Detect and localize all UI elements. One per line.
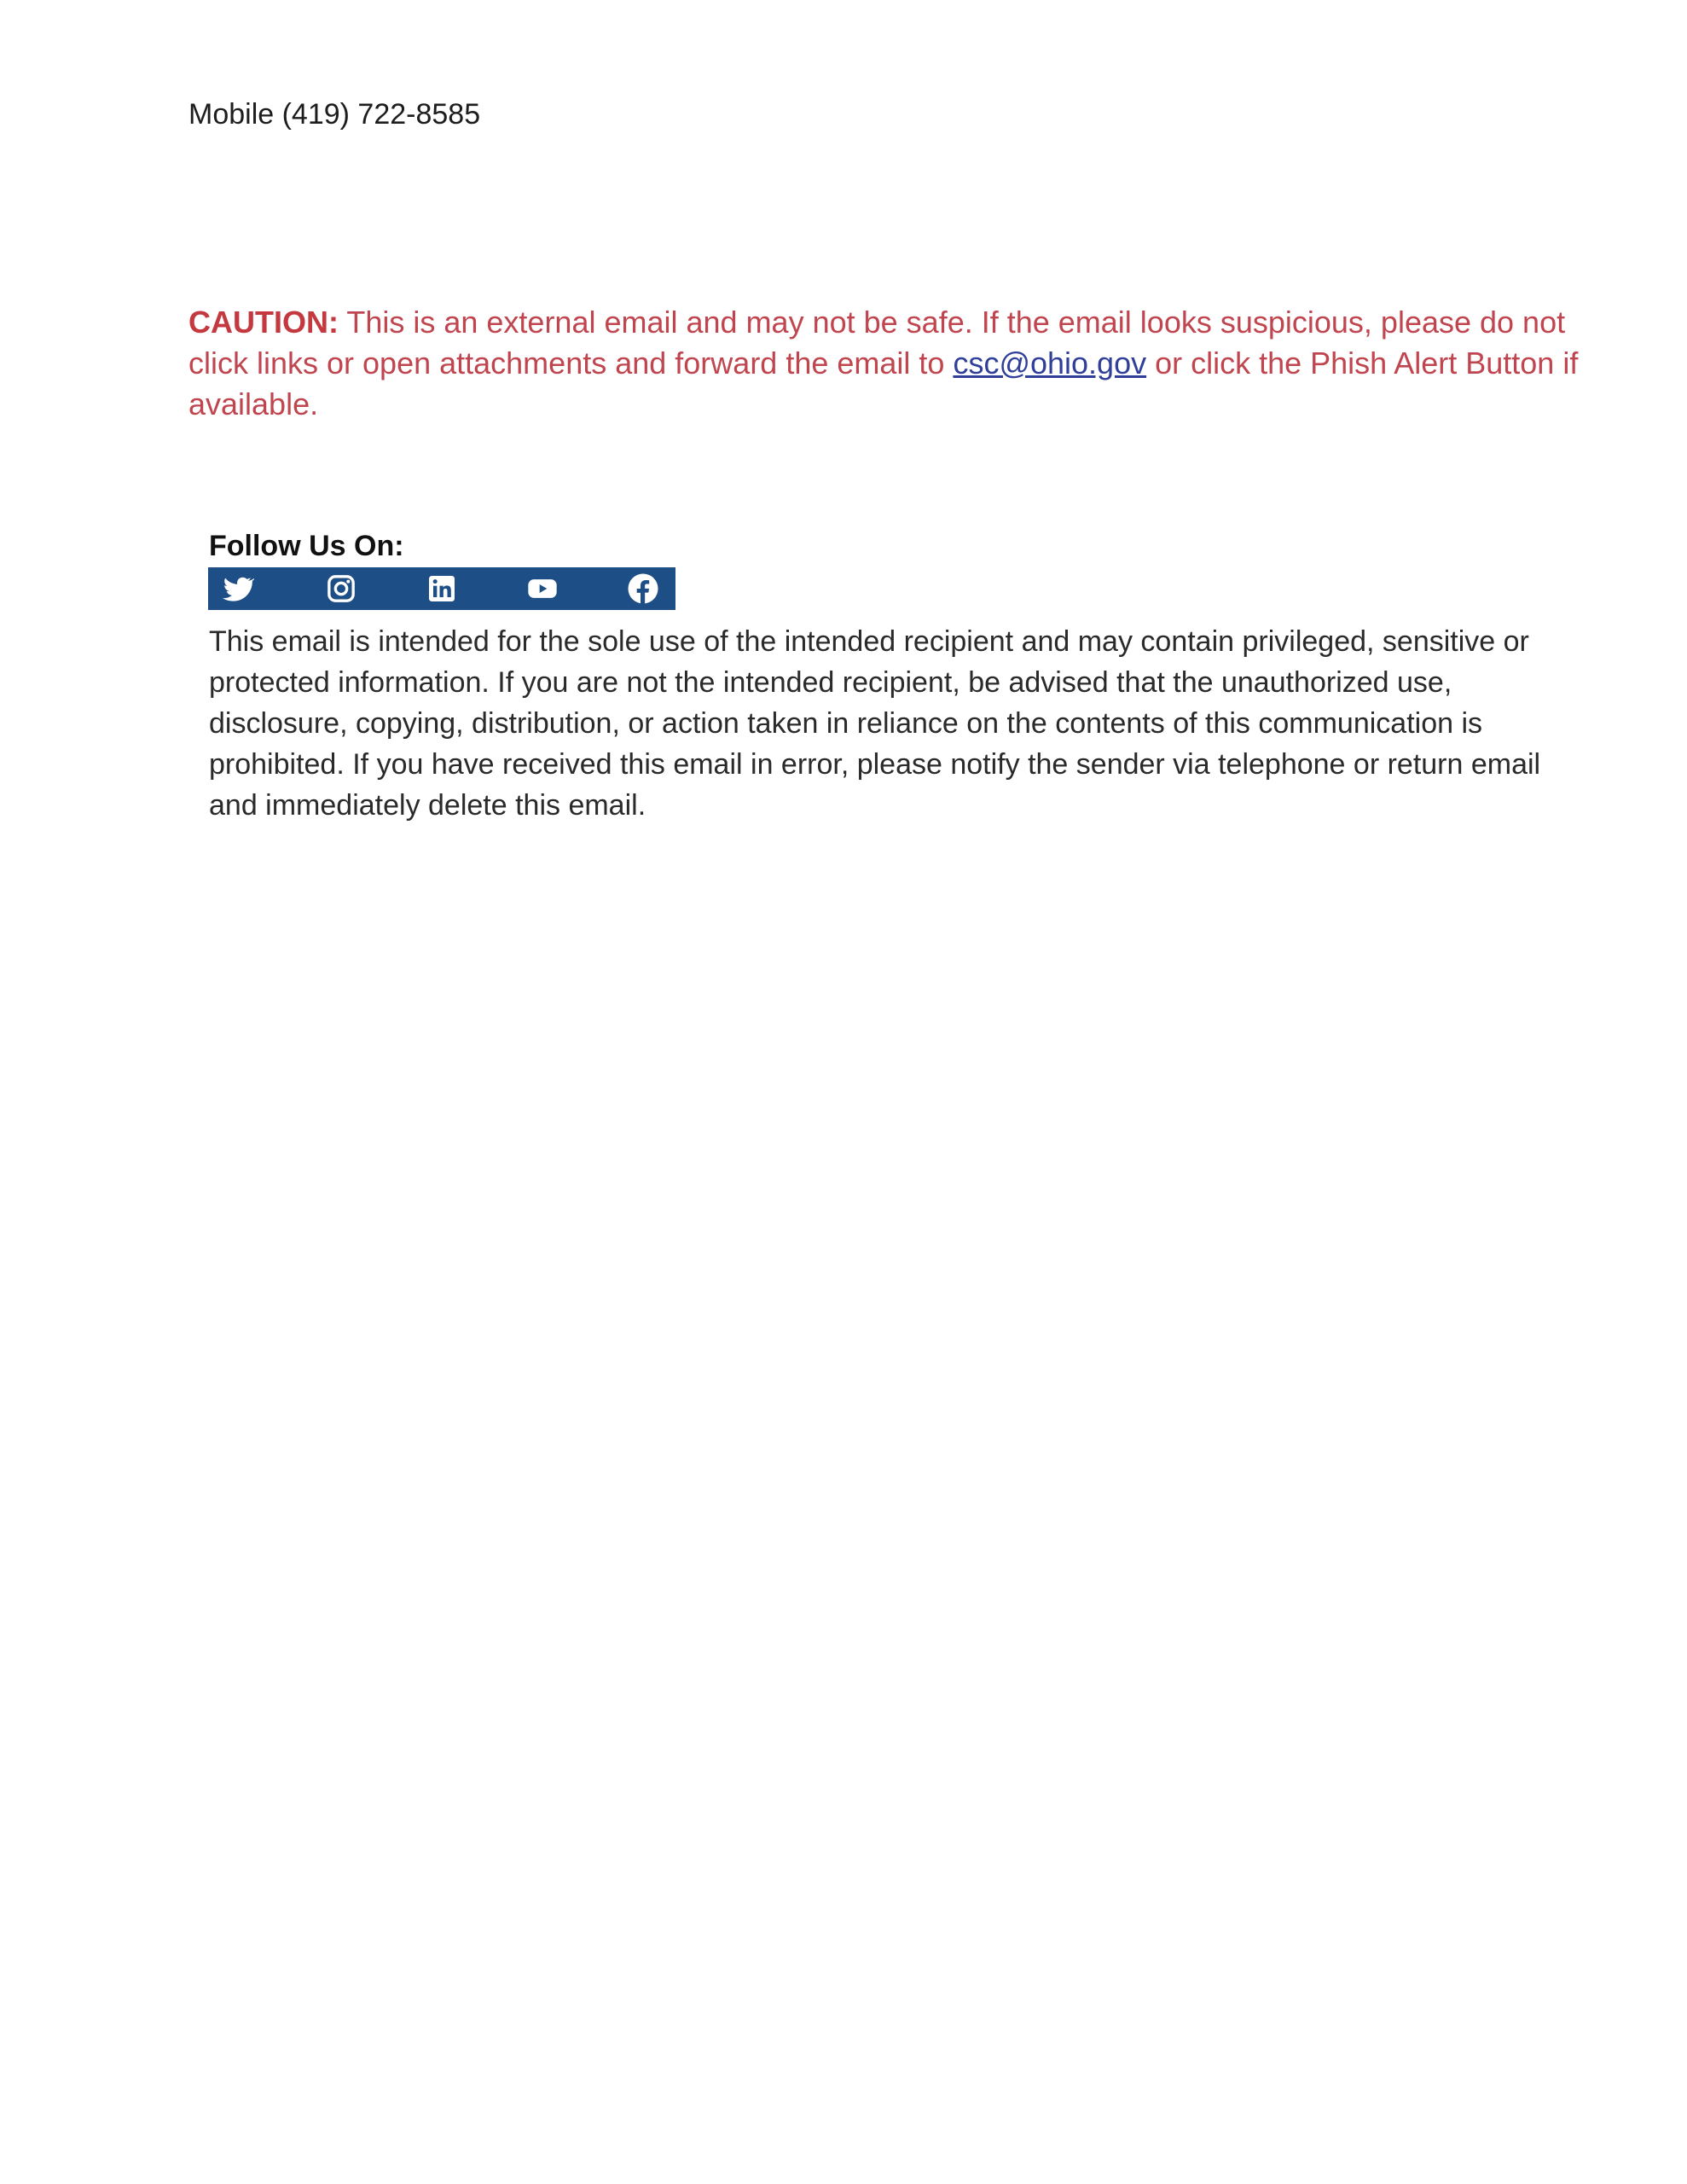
csc-email-link[interactable]: csc@ohio.gov	[953, 346, 1147, 380]
confidentiality-disclaimer: This email is intended for the sole use of the intended recipient and may contain privileged, sensitive or protected information. If you are not the intended recipient, be advised that the unauthorized use, disclosure, copying, distribution, or action taken in reliance on the contents of this communication is prohibited. If you have received this email in error, please notify the sender via telephone or return email and immediately delete this email.	[209, 625, 1541, 822]
mobile-phone-line: Mobile (419) 722-8585	[188, 98, 481, 131]
facebook-icon[interactable]	[626, 572, 660, 606]
caution-text-before-link: This is an external email and may not be safe. If the email looks suspicious, please do not click links or open attachments and forward the email to	[188, 305, 1566, 380]
twitter-icon[interactable]	[220, 572, 254, 606]
youtube-icon[interactable]	[525, 572, 559, 606]
caution-notice	[188, 302, 1587, 425]
linkedin-icon[interactable]	[425, 572, 459, 606]
follow-us-heading: Follow Us On:	[209, 530, 404, 562]
instagram-icon[interactable]	[324, 572, 358, 606]
caution-label: CAUTION:	[188, 305, 339, 340]
caution-text-after-link: or click the Phish Alert Button if available.	[188, 346, 1579, 421]
social-media-bar	[208, 567, 675, 610]
